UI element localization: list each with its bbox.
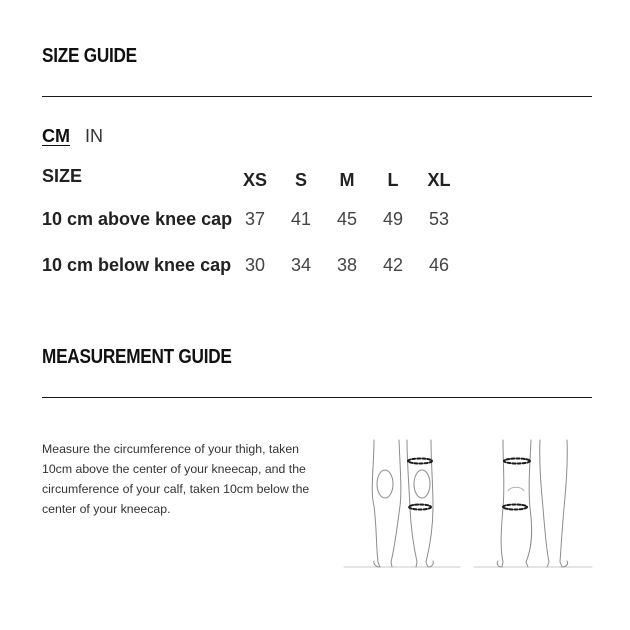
row-label: 10 cm below knee cap: [42, 255, 232, 275]
size-header-s: S: [294, 170, 307, 190]
measurement-instructions: Measure the circumference of your thigh, taken 10cm above the center of your kneecap, and the circumference of your calf, taken 10cm below the center of your kneecap.: [42, 442, 310, 516]
table-cell: 34: [290, 255, 312, 275]
size-header-xl: XL: [427, 170, 451, 190]
unit-toggle: [42, 126, 103, 147]
unit-tab-cm[interactable]: CM: [42, 126, 70, 146]
row-label: 10 cm above knee cap: [42, 209, 233, 229]
unit-tab-in[interactable]: IN: [85, 126, 103, 146]
measurement-guide-title: MEASUREMENT GUIDE: [42, 346, 232, 368]
size-header-m: M: [339, 170, 355, 190]
table-cell: 45: [336, 209, 358, 229]
size-header-l: L: [387, 170, 399, 190]
table-cell: 38: [336, 255, 358, 275]
table-cell: 49: [382, 209, 404, 229]
table-cell: 53: [428, 209, 450, 229]
size-header-xs: XS: [242, 170, 267, 190]
table-cell: 42: [382, 255, 404, 275]
legs-measurement-illustration-icon: [340, 436, 595, 572]
table-cell: 37: [244, 209, 266, 229]
size-column-header: SIZE: [42, 166, 83, 186]
table-cell: 30: [244, 255, 266, 275]
table-cell: 46: [428, 255, 450, 275]
divider: [42, 96, 592, 97]
table-cell: 41: [290, 209, 312, 229]
size-guide-title: SIZE GUIDE: [42, 45, 137, 67]
divider: [42, 397, 592, 398]
